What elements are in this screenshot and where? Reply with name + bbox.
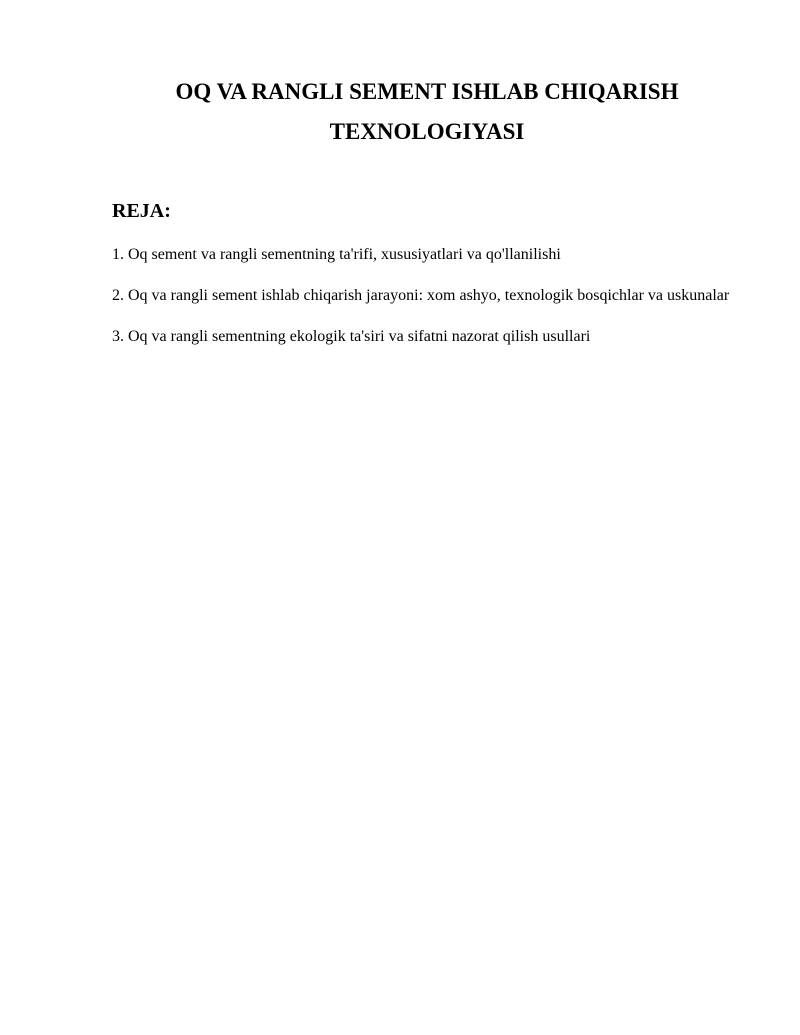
title-line-2: TEXNOLOGIYASI: [329, 119, 525, 144]
plan-item-2: 2. Oq va rangli sement ishlab chiqarish jarayoni: xom ashyo, texnologik bosqichlar va uskunalar: [112, 287, 730, 304]
plan-item-1: 1. Oq sement va rangli sementning ta'rifi, xususiyatlari va qo'llanilishi: [112, 246, 561, 263]
document-title: [112, 0, 742, 152]
title-line-1: OQ VA RANGLI SEMENT ISHLAB CHIQARISH: [175, 79, 679, 104]
plan-heading: REJA:: [112, 200, 171, 222]
plan-list: [112, 223, 742, 352]
plan-item-3: 3. Oq va rangli sementning ekologik ta'siri va sifatni nazorat qilish usullari: [112, 328, 591, 345]
